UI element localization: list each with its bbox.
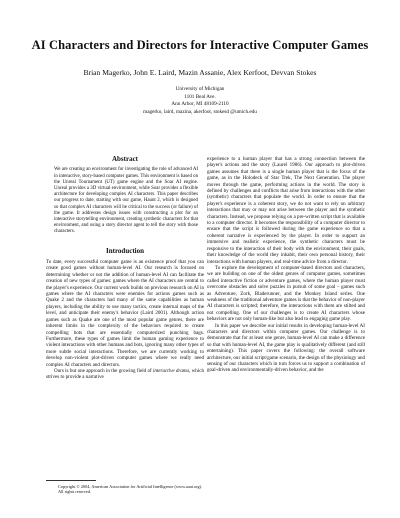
copyright-text: Copyright © 2004, American Association for Artificial Intelligence (www.aaai.org). All rights reserved. [58,484,203,495]
intro-paragraph-2-emphasis: interactive drama [152,367,190,374]
intro-paragraph-2-end: , which strives to provide a narrative [46,367,204,381]
affiliation-block [0,86,400,116]
right-column [207,156,365,374]
right-paragraph-1: experience to a human player that has a strong connection between the player's actions and the story (Laurel 1986). Our approach to plot-driven games assumes that there is a single human player that is the focus of the game, as in the Holodeck of Star Trek, The Next Generation. The player moves through the game, performing actions in the world. The story is defined by challenges and conflicts that arise from interactions with the other (synthetic) characters that populate the world. In order to ensure that the player's experience is a coherent story, we do not want to rely on arbitrary interactions that may or may not arise between the player and the synthetic characters. Instead, we propose relying on a pre-written script that is available to a computer director. It becomes the responsibility of a computer director to ensure that the script is followed during the game experience so that a coherent narrative is experienced by the player. In order to support an immersive and realistic experience, the synthetic characters must be responsive to the interaction of their body with the environment, their goals, their knowledge of the world they inhabit, their own personal history, their interactions with human players, and real-time advice from a director. [207,156,365,265]
intro-paragraph-1: To date, every successful computer game is an existence proof that you can create good games without human-level AI. Our research is focused on determining whether or not the addition of human-level AI can facilitate the creation of new types of games: games where the AI characters are central to the player's experience. Our current work builds on previous research on AI in games where the AI characters were enemies for actions games such as Quake 2 and the characters had many of the same capabilities as human players, including the ability to use many tactics, create internal maps of the level, and anticipate their enemy's behavior (Laird 2001). Although action games such as Quake are one of the most popular game genres, there are inherent limits in the complexity of the behaviors required to create compelling bots that are essentially computerized punching bags. Furthermore, these types of games limit the human gaming experience to violent interactions with other humans and bots, ignoring many other types of more subtle social interactions. Therefore, we are currently working to develop non-violent plot-driven computer games where we really need complex AI characters and directors. [46,259,205,368]
intro-paragraph-2-start: Ours is but one approach in the growing field of [54,367,153,374]
affiliation-city: Ann Arbor, MI 48109-2110 [171,101,229,108]
affiliation-street: 1101 Beal Ave. [184,93,216,100]
right-paragraph-2: To explore the development of computer-based directors and characters, we are building on one of the oldest genres of computer games, sometimes called interactive fiction or adventure games, where the human player must overcome obstacles and solve puzzles in pursuit of some goal – games such as Adventure, Zork, Bladerunner, and the Monkey Island series. One weakness of the traditional adventure games is that the behavior of non-player AI characters is scripted; therefore, the interactions with them are stilted and not compelling. One of our challenges is to create AI characters whose behaviors are not only human-like but also lead to engaging game play. [207,264,365,323]
footnote-rule [46,480,96,481]
intro-paragraph-2 [46,368,204,381]
copyright-footnote [46,480,204,495]
left-column [46,156,204,381]
author-list: Brian Magerko, John E. Laird, Mazin Assanie, Alex Kerfoot, Devvan Stokes [83,68,317,77]
paper-title: AI Characters and Directors for Interactive Computer Games [31,38,369,52]
affiliation-university: University of Michigan [175,86,225,92]
right-paragraph-3: In this paper we describe our initial results in developing human-level AI characters and directors within computer games. Our challenge is to demonstrate that for at least one genre, human-level AI can make a difference so that with human-level AI, the game play is qualitatively different (and still entertaining). This paper covers the following: the overall software architecture, our initial script/game scenario, the design of the physiology and sensing of our characters which in turn forces us to support a combination of goal-driven and environmentally-driven behavior, and the [207,322,365,374]
abstract-text: We are creating an environment for investigating the role of advanced AI in interactive, story-based computer games. This environment is based on the Unreal Tournament (UT) game engine and the Soar AI engine. Unreal provides a 3D virtual environment, while Soar provides a flexible architecture for developing complex AI characters. This paper describes our progress to date, starting with our game, Haunt 2, which is designed so that complex AI characters will be critical to the success (or failure) of the game. It addresses design issues with constructing a plot for an interactive storytelling environment, creating synthetic characters for that environment, and using a story director agent to tell the story with those characters. [54,167,199,235]
affiliation-emails: magerko, laird, mazina, akerfoot, stokesd @umich.edu [143,108,257,115]
introduction-heading: Introduction [106,246,144,255]
abstract-heading: Abstract [111,155,139,163]
